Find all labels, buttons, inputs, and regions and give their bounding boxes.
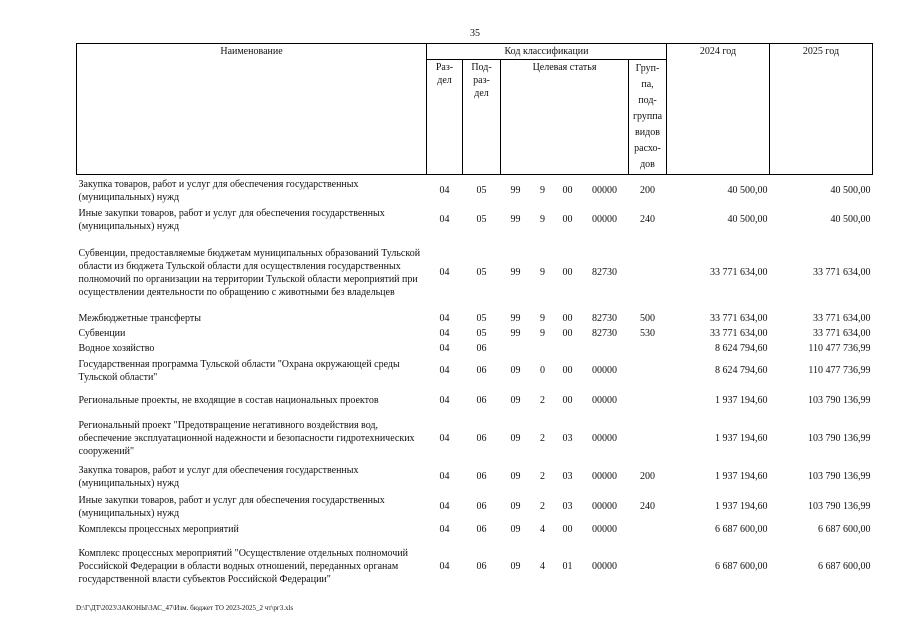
cell-cs4: 82730 <box>592 312 617 324</box>
cell-cs1: 09 <box>510 433 521 444</box>
cell-cs4 <box>581 341 629 356</box>
cell-cs3: 00 <box>562 214 573 225</box>
header-2025: 2025 год <box>770 44 873 175</box>
cell-cs4: 00000 <box>592 395 617 406</box>
cell-cs2: 9 <box>540 185 545 197</box>
header-name: Наименование <box>77 44 427 175</box>
cell-podrazdel: 05 <box>476 312 487 324</box>
table-row <box>77 522 873 537</box>
cell-name: Водное хозяйство <box>78 342 155 354</box>
cell-name: Иные закупки товаров, работ и услуг для обеспечения государственных (муниципальных) нужд <box>78 207 385 232</box>
cell-cs1: 09 <box>510 471 521 482</box>
cell-y2025: 6 687 600,00 <box>818 523 871 535</box>
cell-razdel: 04 <box>439 501 450 512</box>
cell-cs3: 00 <box>562 327 573 339</box>
page-number: 35 <box>470 28 480 39</box>
cell-grp: 240 <box>640 501 655 512</box>
cell-grp <box>629 235 667 311</box>
cell-podrazdel: 06 <box>476 433 487 444</box>
cell-podrazdel: 06 <box>476 395 487 406</box>
cell-cs1: 99 <box>510 267 521 278</box>
cell-y2024: 6 687 600,00 <box>715 561 768 572</box>
cell-y2024: 8 624 794,60 <box>715 342 768 354</box>
cell-cs1: 09 <box>510 395 521 406</box>
cell-cs4: 00000 <box>592 185 617 197</box>
cell-cs2: 2 <box>540 433 545 444</box>
cell-cs3: 00 <box>562 312 573 324</box>
header-code-classification: Код классификации <box>427 44 667 60</box>
cell-cs3: 00 <box>562 365 573 376</box>
budget-table <box>76 43 873 597</box>
cell-razdel: 04 <box>439 214 450 225</box>
cell-y2025: 33 771 634,00 <box>813 327 871 339</box>
cell-cs2: 0 <box>540 365 545 376</box>
cell-podrazdel: 05 <box>476 185 487 197</box>
cell-cs2 <box>531 341 555 356</box>
cell-cs2: 2 <box>540 471 545 482</box>
cell-cs1 <box>501 341 531 356</box>
table-row <box>77 235 873 311</box>
cell-cs3: 01 <box>562 561 573 572</box>
cell-name: Региональные проекты, не входящие в состав национальных проектов <box>78 395 379 406</box>
cell-cs3: 03 <box>562 501 573 512</box>
footer-file-path: D:\Г\ДТ\2023\ЗАКОНЫ\ЗАС_47\Изм. бюджет ТО 2023-2025_2 чт\рг3.xls <box>76 604 294 612</box>
table-row <box>77 537 873 597</box>
cell-razdel: 04 <box>439 365 450 376</box>
table-row <box>77 205 873 235</box>
cell-razdel: 04 <box>439 342 450 354</box>
cell-grp: 200 <box>640 185 655 197</box>
table-body <box>77 175 873 597</box>
cell-cs3 <box>555 341 581 356</box>
cell-y2024: 33 771 634,00 <box>710 312 768 324</box>
cell-y2024: 33 771 634,00 <box>710 267 768 278</box>
header-section: Раз- дел <box>427 60 463 175</box>
table-row <box>77 326 873 341</box>
cell-cs4: 00000 <box>592 365 617 376</box>
cell-razdel: 04 <box>439 395 450 406</box>
cell-grp: 200 <box>640 471 655 482</box>
cell-podrazdel: 05 <box>476 214 487 225</box>
cell-y2025: 103 790 136,99 <box>808 501 871 512</box>
table-row <box>77 386 873 416</box>
cell-razdel: 04 <box>439 185 450 197</box>
cell-podrazdel: 05 <box>476 327 487 339</box>
cell-cs1: 99 <box>510 327 521 339</box>
cell-cs2: 4 <box>540 561 545 572</box>
cell-name: Региональный проект "Предотвращение негативного воздействия вод, обеспечение эксплуатационной надежности и безопасности гидротехнических сооружений" <box>78 420 415 457</box>
cell-cs2: 9 <box>540 267 545 278</box>
cell-podrazdel: 06 <box>476 365 487 376</box>
cell-y2025: 103 790 136,99 <box>808 433 871 444</box>
cell-cs2: 9 <box>540 214 545 225</box>
cell-cs3: 03 <box>562 471 573 482</box>
cell-cs4: 00000 <box>592 523 617 535</box>
cell-name: Субвенции <box>78 327 126 339</box>
cell-grp <box>629 416 667 462</box>
cell-cs4: 00000 <box>592 433 617 444</box>
cell-cs2: 9 <box>540 327 545 339</box>
cell-y2024: 8 624 794,60 <box>715 365 768 376</box>
cell-cs2: 2 <box>540 501 545 512</box>
cell-podrazdel: 06 <box>476 471 487 482</box>
cell-name: Межбюджетные трансферты <box>78 312 201 324</box>
cell-grp <box>629 537 667 597</box>
cell-podrazdel: 06 <box>476 501 487 512</box>
table-row <box>77 462 873 492</box>
cell-y2025: 110 477 736,99 <box>808 365 871 376</box>
cell-cs3: 03 <box>562 433 573 444</box>
table-row <box>77 356 873 386</box>
cell-cs2: 2 <box>540 395 545 406</box>
cell-podrazdel: 06 <box>476 342 487 354</box>
cell-razdel: 04 <box>439 267 450 278</box>
cell-cs1: 09 <box>510 523 521 535</box>
cell-y2025: 33 771 634,00 <box>813 267 871 278</box>
header-2024: 2024 год <box>667 44 770 175</box>
cell-razdel: 04 <box>439 561 450 572</box>
cell-y2024: 1 937 194,60 <box>715 471 768 482</box>
cell-razdel: 04 <box>439 433 450 444</box>
table-row <box>77 341 873 356</box>
cell-y2024: 40 500,00 <box>727 185 768 197</box>
cell-cs1: 09 <box>510 501 521 512</box>
cell-y2024: 1 937 194,60 <box>715 433 768 444</box>
cell-cs1: 09 <box>510 365 521 376</box>
cell-cs1: 09 <box>510 561 521 572</box>
table-row <box>77 492 873 522</box>
cell-cs4: 00000 <box>592 214 617 225</box>
cell-grp <box>629 341 667 356</box>
cell-grp: 240 <box>640 214 655 225</box>
header-target-item: Целевая статья <box>501 60 629 175</box>
table-row <box>77 416 873 462</box>
cell-y2025: 40 500,00 <box>830 214 871 225</box>
cell-podrazdel: 06 <box>476 523 487 535</box>
cell-cs3: 00 <box>562 185 573 197</box>
cell-y2024: 1 937 194,60 <box>715 395 768 406</box>
cell-cs3: 00 <box>562 523 573 535</box>
cell-razdel: 04 <box>439 312 450 324</box>
cell-cs1: 99 <box>510 214 521 225</box>
cell-name: Государственная программа Тульской области "Охрана окружающей среды Тульской области" <box>78 358 400 383</box>
cell-cs1: 99 <box>510 312 521 324</box>
cell-cs2: 4 <box>540 523 545 535</box>
cell-grp: 500 <box>640 312 655 324</box>
header-expense-group: Груп- па, под- группа видов расхо- дов <box>629 60 667 175</box>
cell-podrazdel: 05 <box>476 267 487 278</box>
cell-name: Комплекс процессных мероприятий "Осуществление отдельных полномочий Российской Федерации в области водных отношений, переданных органам государственной власти субъектов Российской Федерации" <box>78 548 409 585</box>
cell-name: Закупка товаров, работ и услуг для обеспечения государственных (муниципальных) нужд <box>78 178 359 203</box>
cell-y2025: 110 477 736,99 <box>808 342 871 354</box>
cell-grp <box>629 356 667 386</box>
cell-cs1: 99 <box>510 185 521 197</box>
cell-y2025: 103 790 136,99 <box>808 471 871 482</box>
cell-grp <box>629 522 667 537</box>
cell-grp: 530 <box>640 327 655 339</box>
table-row <box>77 175 873 205</box>
cell-name: Иные закупки товаров, работ и услуг для обеспечения государственных (муниципальных) нужд <box>78 494 385 519</box>
cell-name: Комплексы процессных мероприятий <box>78 523 239 535</box>
cell-name: Субвенции, предоставляемые бюджетам муниципальных образований Тульской области из бюджета Тульской области для осуществления государственных полномочий по организации на территории Тульской области мероприятий при осуществлении деятельности по обращению с животными без владельцев <box>78 247 421 298</box>
cell-cs3: 00 <box>562 267 573 278</box>
cell-y2024: 33 771 634,00 <box>710 327 768 339</box>
cell-cs4: 82730 <box>592 267 617 278</box>
cell-cs4: 00000 <box>592 501 617 512</box>
cell-y2025: 103 790 136,99 <box>808 395 871 406</box>
cell-grp <box>629 386 667 416</box>
cell-razdel: 04 <box>439 471 450 482</box>
cell-name: Закупка товаров, работ и услуг для обеспечения государственных (муниципальных) нужд <box>78 464 359 489</box>
table-row <box>77 311 873 326</box>
cell-cs4: 00000 <box>592 471 617 482</box>
cell-cs4: 82730 <box>592 327 617 339</box>
cell-cs3: 00 <box>562 395 573 406</box>
cell-y2025: 33 771 634,00 <box>813 312 871 324</box>
cell-y2024: 40 500,00 <box>727 214 768 225</box>
cell-cs4: 00000 <box>592 561 617 572</box>
cell-razdel: 04 <box>439 523 450 535</box>
cell-razdel: 04 <box>439 327 450 339</box>
cell-y2024: 6 687 600,00 <box>715 523 768 535</box>
cell-cs2: 9 <box>540 312 545 324</box>
cell-y2024: 1 937 194,60 <box>715 501 768 512</box>
cell-y2025: 6 687 600,00 <box>818 561 871 572</box>
cell-y2025: 40 500,00 <box>830 185 871 197</box>
header-subsection: Под- раз- дел <box>463 60 501 175</box>
cell-podrazdel: 06 <box>476 561 487 572</box>
